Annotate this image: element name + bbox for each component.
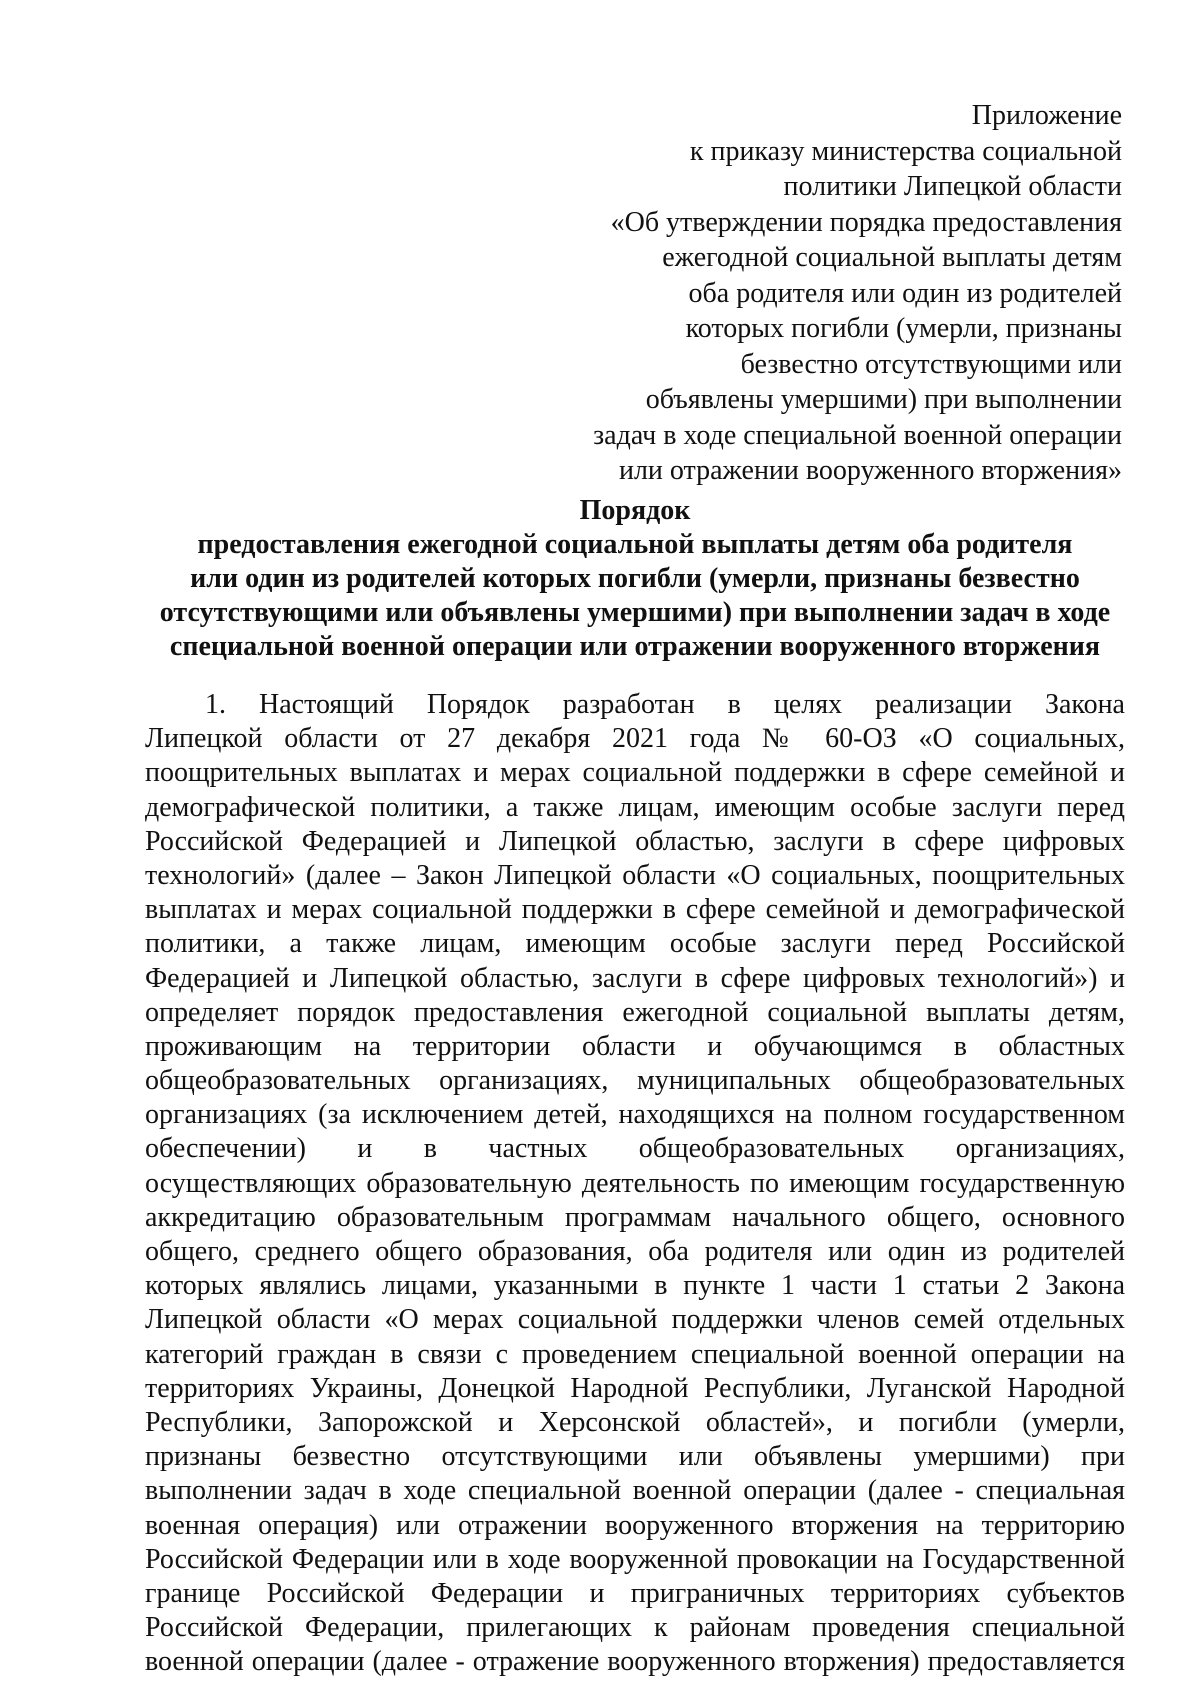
body-line: общеобразовательных организациях, муниципальных общеобразовательных	[145, 1065, 1125, 1097]
document-title	[140, 494, 1130, 664]
body-line: демографической политики, а также лицам, имеющим особые заслуги перед	[145, 791, 1125, 823]
body-line: Липецкой области «О мерах социальной поддержки членов семей отдельных	[145, 1304, 1125, 1336]
body-line: поощрительных выплатах и мерах социальной поддержки в сфере семейной и	[145, 757, 1125, 789]
body-line: общего, среднего общего образования, оба родителя или один из родителей	[145, 1236, 1125, 1267]
appendix-line: которых погибли (умерли, признаны	[685, 313, 1122, 344]
body-line: границе Российской Федерации и приграничных территориях субъектов	[145, 1577, 1125, 1609]
body-line: обеспечении) и в частных общеобразовательных организациях,	[145, 1133, 1125, 1165]
appendix-line: ежегодной социальной выплаты детям	[662, 242, 1122, 273]
body-line: выплатах и мерах социальной поддержки в сфере семейной и демографической	[145, 894, 1125, 926]
appendix-line: оба родителя или один из родителей	[688, 277, 1122, 309]
body-line: Российской Федерации или в ходе вооруженной провокации на Государственной	[145, 1543, 1125, 1575]
body-line: проживающим на территории области и обучающимся в областных	[145, 1030, 1125, 1062]
appendix-line: к приказу министерства социальной	[689, 135, 1122, 167]
body-line: Липецкой области от 27 декабря 2021 года № 60-ОЗ «О социальных,	[145, 723, 1125, 755]
title-line: отсутствующими или объявлены умершими) при выполнении задач в ходе	[159, 597, 1111, 628]
body-line: Российской Федерацией и Липецкой областью, заслуги в сфере цифровых	[145, 825, 1125, 857]
body-line: Республики, Запорожской и Херсонской областей», и погибли (умерли,	[145, 1406, 1125, 1438]
body-line: 1. Настоящий Порядок разработан в целях реализации Закона	[205, 689, 1125, 720]
body-line: военной операции (далее - отражение вооруженного вторжения) предоставляется	[145, 1646, 1125, 1678]
appendix-line: объявлены умершими) при выполнении	[645, 384, 1122, 415]
body-line: осуществляющих образовательную деятельность по имеющим государственную	[145, 1167, 1125, 1199]
title-line: или один из родителей которых погибли (умерли, признаны безвестно	[190, 563, 1080, 594]
body-line: категорий граждан в связи с проведением специальной военной операции на	[145, 1338, 1125, 1370]
body-line: аккредитацию образовательным программам начального общего, основного	[145, 1201, 1125, 1233]
body-line: военная операция) или отражении вооруженного вторжения на территорию	[145, 1509, 1125, 1541]
title-line: специальной военной операции или отражении вооруженного вторжения	[169, 631, 1101, 662]
appendix-line: безвестно отсутствующими или	[740, 348, 1122, 380]
appendix-line: Приложение	[971, 100, 1122, 131]
appendix-line: задач в ходе специальной военной операции	[593, 419, 1122, 451]
appendix-line: или отражении вооруженного вторжения»	[618, 455, 1122, 486]
body-line: выполнении задач в ходе специальной военной операции (далее - специальная	[145, 1475, 1125, 1507]
body-line: Российской Федерации, прилегающих к районам проведения специальной	[145, 1612, 1125, 1644]
body-line: территориях Украины, Донецкой Народной Республики, Луганской Народной	[145, 1372, 1125, 1404]
appendix-line: «Об утверждении порядка предоставления	[610, 206, 1122, 238]
body-line: которых являлись лицами, указанными в пункте 1 части 1 статьи 2 Закона	[145, 1270, 1125, 1302]
body-line: политики, а также лицам, имеющим особые заслуги перед Российской	[145, 928, 1125, 960]
appendix-line: политики Липецкой области	[783, 171, 1122, 202]
body-line: технологий» (далее – Закон Липецкой области «О социальных, поощрительных	[145, 859, 1125, 891]
appendix-header	[502, 98, 1122, 489]
body-line: Федерацией и Липецкой областью, заслуги в сфере цифровых технологий») и	[145, 962, 1125, 994]
body-paragraph	[145, 688, 1125, 1679]
title-line: предоставления ежегодной социальной выплаты детям оба родителя	[197, 529, 1073, 560]
body-line: организациях (за исключением детей, находящихся на полном государственном	[145, 1099, 1125, 1131]
title-heading: Порядок	[579, 495, 691, 526]
body-line: определяет порядок предоставления ежегодной социальной выплаты детям,	[145, 996, 1125, 1028]
body-line: признаны безвестно отсутствующими или объявлены умершими) при	[145, 1441, 1125, 1473]
